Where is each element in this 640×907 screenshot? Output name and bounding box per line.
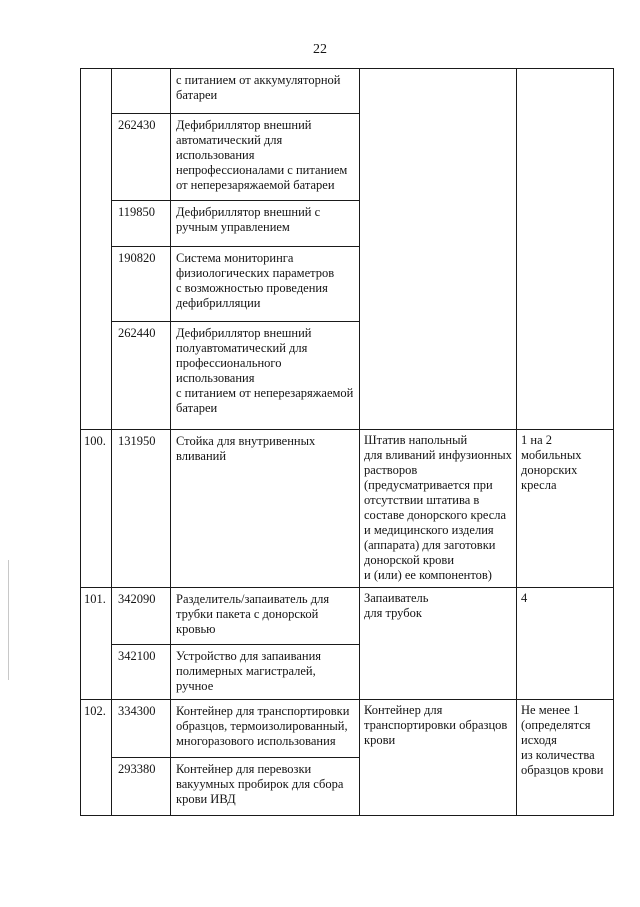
name-cell: Стойка для внутривенных вливаний: [171, 430, 360, 588]
item-number-cell: 100.: [81, 430, 112, 588]
name-cell: Дефибриллятор внешний с ручным управлением: [171, 201, 360, 247]
product-cell: [360, 69, 517, 430]
item-number-cell: 102.: [81, 700, 112, 816]
name-cell: Разделитель/запаиватель для трубки пакета с донорской кровью: [171, 588, 360, 645]
product-cell: Штатив напольный для вливаний инфузионных растворов (предусматривается при отсутствии штатива в составе донорского кресла и медицинского изделия (аппарата) для заготовки донорской крови и (или) ее компонентов): [360, 430, 517, 588]
name-cell: Устройство для запаивания полимерных магистралей, ручное: [171, 645, 360, 700]
name-cell: Дефибриллятор внешний автоматический для использования непрофессионалами с питанием от неперезаряжаемой батареи: [171, 114, 360, 201]
product-cell: Контейнер для транспортировки образцов крови: [360, 700, 517, 816]
quantity-cell: 1 на 2 мобильных донорских кресла: [517, 430, 614, 588]
name-cell: с питанием от аккумуляторной батареи: [171, 69, 360, 114]
name-cell: Дефибриллятор внешний полуавтоматический для профессионального использования с питанием от неперезаряжаемой батареи: [171, 322, 360, 430]
name-cell: Система мониторинга физиологических параметров с возможностью проведения дефибрилляции: [171, 247, 360, 322]
code-cell: 190820: [112, 247, 171, 322]
name-cell: Контейнер для перевозки вакуумных пробирок для сбора крови ИВД: [171, 758, 360, 816]
code-cell: 293380: [112, 758, 171, 816]
table-row: [81, 430, 614, 588]
code-cell: 131950: [112, 430, 171, 588]
equipment-table: [80, 68, 614, 816]
code-cell: 262430: [112, 114, 171, 201]
quantity-cell: Не менее 1 (определятся исходя из количества образцов крови: [517, 700, 614, 816]
table-row: [81, 700, 614, 758]
item-number-cell: [81, 69, 112, 430]
name-cell: Контейнер для транспортировки образцов, термоизолированный, многоразового использования: [171, 700, 360, 758]
item-number-cell: 101.: [81, 588, 112, 700]
page-number: 22: [313, 42, 327, 57]
table-row: [81, 69, 614, 114]
code-cell: [112, 69, 171, 114]
quantity-cell: 4: [517, 588, 614, 700]
code-cell: 334300: [112, 700, 171, 758]
table-row: [81, 588, 614, 645]
code-cell: 342090: [112, 588, 171, 645]
product-cell: Запаиватель для трубок: [360, 588, 517, 700]
quantity-cell: [517, 69, 614, 430]
code-cell: 342100: [112, 645, 171, 700]
scan-edge-mark: [8, 560, 9, 680]
code-cell: 119850: [112, 201, 171, 247]
code-cell: 262440: [112, 322, 171, 430]
